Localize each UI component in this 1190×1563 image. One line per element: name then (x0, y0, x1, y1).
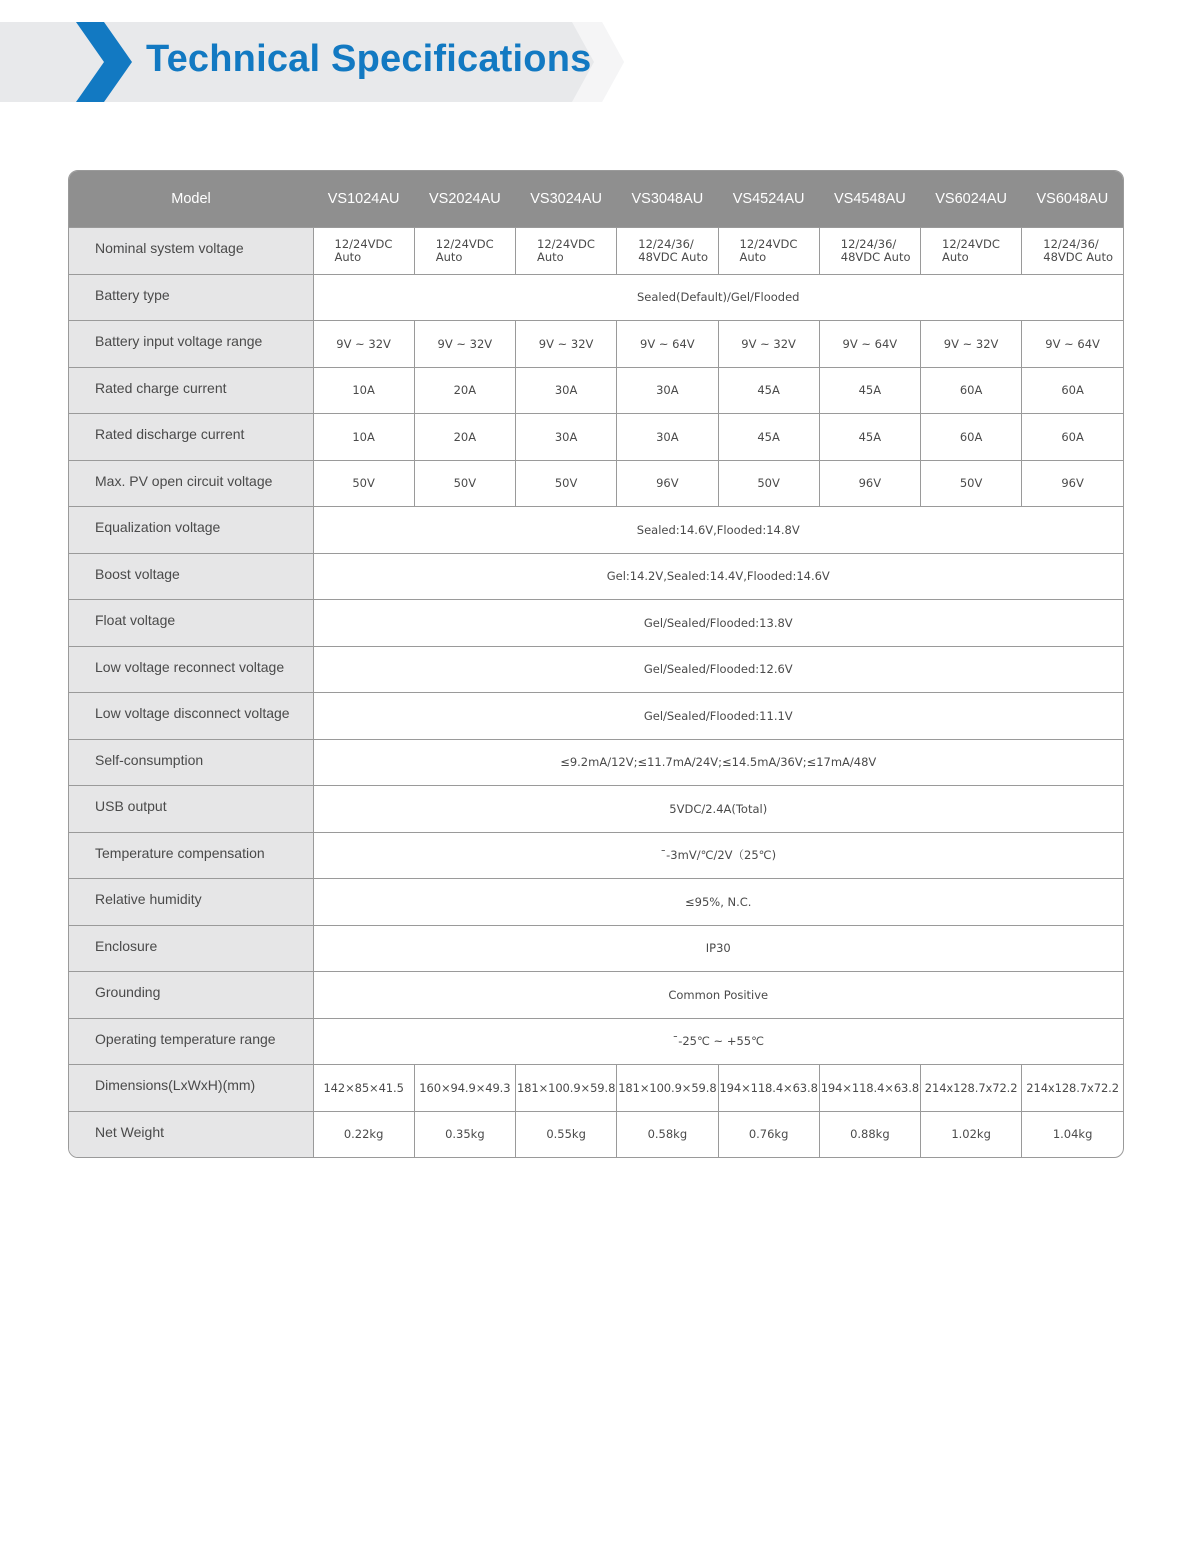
row-label: Boost voltage (69, 553, 313, 600)
table-row (69, 274, 1123, 321)
value-cell: 30A (516, 367, 617, 414)
spanning-value-cell: ≤9.2mA/12V;≤11.7mA/24V;≤14.5mA/36V;≤17mA/48V (313, 739, 1123, 786)
row-label: Nominal system voltage (69, 228, 313, 275)
value-cell: 45A (718, 414, 819, 461)
row-label: Relative humidity (69, 879, 313, 926)
value-cell: 60A (1022, 367, 1123, 414)
spanning-value-cell: Sealed(Default)/Gel/Flooded (313, 274, 1123, 321)
value-cell: 1.04kg (1022, 1111, 1123, 1157)
table-row (69, 972, 1123, 1019)
value-cell (617, 228, 718, 275)
value-cell: 0.35kg (414, 1111, 515, 1157)
table-row (69, 739, 1123, 786)
spanning-value-cell: Common Positive (313, 972, 1123, 1019)
value-cell: 9V ~ 32V (414, 321, 515, 368)
header-model-vs3048au: VS3048AU (617, 171, 718, 228)
value-cell: 9V ~ 64V (617, 321, 718, 368)
table-row (69, 879, 1123, 926)
value-cell: 0.22kg (313, 1111, 414, 1157)
value-cell: 50V (516, 460, 617, 507)
value-cell: 45A (718, 367, 819, 414)
table-header-row (69, 171, 1123, 228)
value-cell (921, 228, 1022, 275)
value-cell: 96V (819, 460, 920, 507)
value-cell: 20A (414, 414, 515, 461)
spanning-value-cell: Sealed:14.6V,Flooded:14.8V (313, 507, 1123, 554)
row-label: Low voltage disconnect voltage (69, 693, 313, 740)
value-cell: 96V (617, 460, 718, 507)
header-model-vs1024au: VS1024AU (313, 171, 414, 228)
value-cell: 181×100.9×59.8 (516, 1065, 617, 1112)
value-cell: 10A (313, 414, 414, 461)
value-cell (414, 228, 515, 275)
row-label: Max. PV open circuit voltage (69, 460, 313, 507)
value-cell: 50V (718, 460, 819, 507)
value-cell: 60A (921, 414, 1022, 461)
value-cell: 142×85×41.5 (313, 1065, 414, 1112)
value-line: Auto (435, 249, 463, 264)
value-cell (516, 228, 617, 275)
row-label: USB output (69, 786, 313, 833)
value-cell: 9V ~ 32V (313, 321, 414, 368)
value-cell: 194×118.4×63.8 (819, 1065, 920, 1112)
spanning-value-cell: Gel/Sealed/Flooded:13.8V (313, 600, 1123, 647)
table-row (69, 693, 1123, 740)
value-cell: 60A (1022, 414, 1123, 461)
value-cell: 9V ~ 64V (819, 321, 920, 368)
row-label: Float voltage (69, 600, 313, 647)
row-label: Operating temperature range (69, 1018, 313, 1065)
spanning-value-cell: Gel/Sealed/Flooded:12.6V (313, 646, 1123, 693)
value-cell: 10A (313, 367, 414, 414)
value-cell: 30A (516, 414, 617, 461)
table-row (69, 1018, 1123, 1065)
row-label: Rated discharge current (69, 414, 313, 461)
value-line: Auto (942, 249, 969, 264)
value-line: 12/24/36/ (840, 237, 897, 252)
table-row (69, 321, 1123, 368)
value-cell: 9V ~ 32V (718, 321, 819, 368)
row-label: Low voltage reconnect voltage (69, 646, 313, 693)
spanning-value-cell: Gel/Sealed/Flooded:11.1V (313, 693, 1123, 740)
value-line: 48VDC Auto (840, 249, 911, 264)
value-cell: 9V ~ 32V (921, 321, 1022, 368)
row-label: Self-consumption (69, 739, 313, 786)
specifications-table (68, 170, 1124, 1158)
spanning-value-cell: Gel:14.2V,Sealed:14.4V,Flooded:14.6V (313, 553, 1123, 600)
value-line: Auto (334, 249, 362, 264)
table-row (69, 1111, 1123, 1157)
value-cell: 9V ~ 64V (1022, 321, 1123, 368)
table-row (69, 925, 1123, 972)
value-cell: 50V (414, 460, 515, 507)
row-label: Net Weight (69, 1111, 313, 1157)
row-label: Dimensions(LxWxH)(mm) (69, 1065, 313, 1112)
header-model-label: Model (69, 171, 313, 228)
header-model-vs2024au: VS2024AU (414, 171, 515, 228)
value-line: 12/24/36/ (638, 237, 694, 252)
value-line: 12/24VDC (435, 237, 494, 252)
row-label: Enclosure (69, 925, 313, 972)
value-cell: 194×118.4×63.8 (718, 1065, 819, 1112)
value-cell: 0.55kg (516, 1111, 617, 1157)
value-cell: 214x128.7x72.2 (1022, 1065, 1123, 1112)
spanning-value-cell: 5VDC/2.4A(Total) (313, 786, 1123, 833)
value-cell: 96V (1022, 460, 1123, 507)
row-label: Battery input voltage range (69, 321, 313, 368)
value-cell (1022, 228, 1123, 275)
row-label: Battery type (69, 274, 313, 321)
value-cell: 60A (921, 367, 1022, 414)
spanning-value-cell: ˉ-3mV/℃/2V（25℃) (313, 832, 1123, 879)
value-cell: 9V ~ 32V (516, 321, 617, 368)
value-line: Auto (537, 249, 564, 264)
value-cell: 50V (313, 460, 414, 507)
header-model-vs6024au: VS6024AU (921, 171, 1022, 228)
value-line: 12/24/36/ (1043, 237, 1099, 252)
table-row (69, 646, 1123, 693)
table-row (69, 600, 1123, 647)
table-row (69, 832, 1123, 879)
value-cell: 50V (921, 460, 1022, 507)
row-label: Grounding (69, 972, 313, 1019)
value-cell (313, 228, 414, 275)
value-line: Auto (739, 249, 767, 264)
value-line: 48VDC Auto (1043, 249, 1113, 264)
title-banner (0, 0, 1190, 120)
value-cell: 181×100.9×59.8 (617, 1065, 718, 1112)
value-line: 12/24VDC (537, 237, 595, 252)
value-cell: 30A (617, 414, 718, 461)
value-cell: 45A (819, 414, 920, 461)
table-row (69, 460, 1123, 507)
value-line: 12/24VDC (942, 237, 1000, 252)
row-label: Temperature compensation (69, 832, 313, 879)
spanning-value-cell: ˉ-25℃ ~ +55℃ (313, 1018, 1123, 1065)
value-cell: 20A (414, 367, 515, 414)
table-row (69, 786, 1123, 833)
row-label: Rated charge current (69, 367, 313, 414)
table-row (69, 1065, 1123, 1112)
value-cell: 214x128.7x72.2 (921, 1065, 1022, 1112)
value-cell: 30A (617, 367, 718, 414)
header-model-vs6048au: VS6048AU (1022, 171, 1123, 228)
spanning-value-cell: ≤95%, N.C. (313, 879, 1123, 926)
header-model-vs4524au: VS4524AU (718, 171, 819, 228)
table-row (69, 367, 1123, 414)
value-cell: 0.76kg (718, 1111, 819, 1157)
table-row (69, 228, 1123, 275)
table-row (69, 507, 1123, 554)
value-cell (718, 228, 819, 275)
page-title: Technical Specifications (146, 38, 592, 80)
value-cell: 0.58kg (617, 1111, 718, 1157)
value-line: 48VDC Auto (638, 249, 708, 264)
header-model-vs3024au: VS3024AU (516, 171, 617, 228)
value-line: 12/24VDC (334, 237, 393, 252)
value-cell: 1.02kg (921, 1111, 1022, 1157)
value-cell: 0.88kg (819, 1111, 920, 1157)
value-cell: 45A (819, 367, 920, 414)
table-row (69, 414, 1123, 461)
header-model-vs4548au: VS4548AU (819, 171, 920, 228)
spanning-value-cell: IP30 (313, 925, 1123, 972)
value-line: 12/24VDC (739, 237, 798, 252)
table-row (69, 553, 1123, 600)
value-cell: 160×94.9×49.3 (414, 1065, 515, 1112)
row-label: Equalization voltage (69, 507, 313, 554)
value-cell (819, 228, 920, 275)
